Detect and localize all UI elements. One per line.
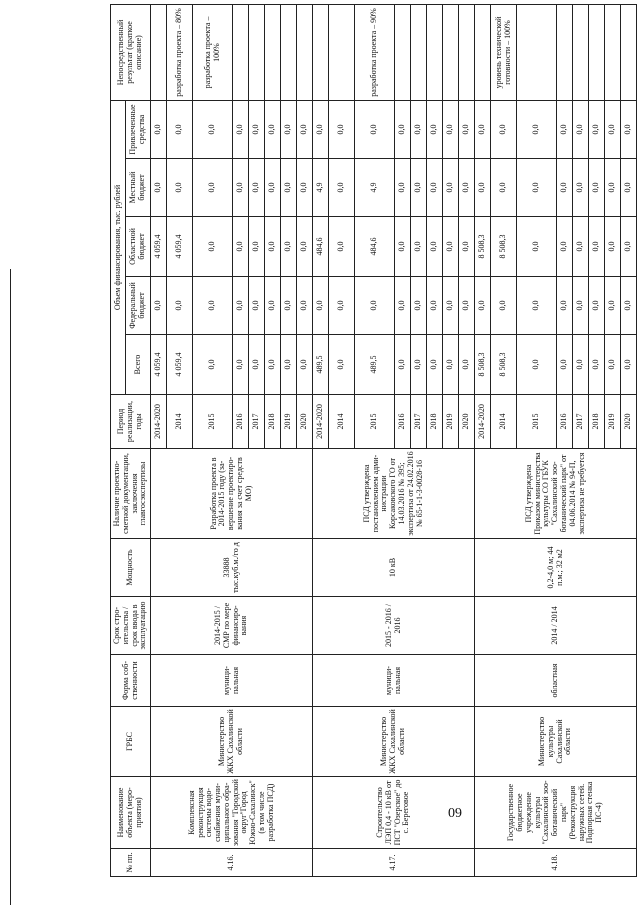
private-cell: 0,0 (621, 100, 637, 158)
period-cell: 2020 (459, 395, 475, 449)
private-cell: 0,0 (475, 100, 491, 158)
local-cell: 0,0 (281, 159, 297, 217)
period-cell: 2016 (395, 395, 411, 449)
regional-cell: 0,0 (459, 217, 475, 277)
term-cell: 2014 / 2014 (475, 597, 637, 655)
federal-cell: 0,0 (621, 277, 637, 335)
local-cell: 0,0 (411, 159, 427, 217)
row-num: 4.16. (151, 849, 313, 877)
term-cell: 2014-2015 / СМР по мере финансирования (151, 597, 313, 655)
federal-cell: 0,0 (443, 277, 459, 335)
total-cell: 0,0 (281, 335, 297, 395)
result-cell (151, 4, 167, 100)
private-cell: 0,0 (281, 100, 297, 158)
result-cell (427, 4, 443, 100)
header-local: Местный бюджет (126, 159, 151, 217)
private-cell: 0,0 (167, 100, 193, 158)
header-grbs: ГРБС (111, 707, 151, 777)
local-cell: 0,0 (557, 159, 573, 217)
private-cell: 0,0 (233, 100, 249, 158)
result-cell (249, 4, 265, 100)
result-cell (573, 4, 589, 100)
period-cell: 2020 (621, 395, 637, 449)
federal-cell: 0,0 (605, 277, 621, 335)
local-cell: 0,0 (329, 159, 355, 217)
regional-cell: 4 059,4 (167, 217, 193, 277)
top-rule (10, 269, 11, 905)
result-cell: разработка проекта – 100% (193, 4, 233, 100)
total-cell: 4 059,4 (167, 335, 193, 395)
result-cell (517, 4, 557, 100)
local-cell: 0,0 (621, 159, 637, 217)
regional-cell: 0,0 (281, 217, 297, 277)
header-ownership: Форма собственности (111, 655, 151, 707)
period-cell: 2020 (297, 395, 313, 449)
header-private: Привлеченные средства (126, 100, 151, 158)
period-cell: 2014-2020 (313, 395, 329, 449)
result-cell (233, 4, 249, 100)
period-cell: 2018 (427, 395, 443, 449)
total-cell: 0,0 (297, 335, 313, 395)
regional-cell: 0,0 (605, 217, 621, 277)
period-cell: 2014 (491, 395, 517, 449)
local-cell: 0,0 (151, 159, 167, 217)
result-cell (475, 4, 491, 100)
result-cell: разработка проекта – 80% (167, 4, 193, 100)
header-period: Период реализации, годы (111, 395, 151, 449)
ownership-cell: областная (475, 655, 637, 707)
federal-cell: 0,0 (193, 277, 233, 335)
regional-cell: 0,0 (589, 217, 605, 277)
object-name: Строительство ЛЭП 0,4 - 10 кВ от ПСТ "Озерское" до с. Береговое (313, 777, 475, 849)
private-cell: 0,0 (427, 100, 443, 158)
result-cell: уровень технической готовности – 100% (491, 4, 517, 100)
financing-table (110, 4, 637, 877)
period-cell: 2015 (193, 395, 233, 449)
result-cell (297, 4, 313, 100)
period-cell: 2017 (249, 395, 265, 449)
federal-cell: 0,0 (557, 277, 573, 335)
private-cell: 0,0 (517, 100, 557, 158)
local-cell: 4,9 (313, 159, 329, 217)
total-cell: 0,0 (193, 335, 233, 395)
local-cell: 0,0 (427, 159, 443, 217)
result-cell (281, 4, 297, 100)
local-cell: 0,0 (249, 159, 265, 217)
header-federal: Федеральный бюджет (126, 277, 151, 335)
total-cell: 0,0 (557, 335, 573, 395)
federal-cell: 0,0 (297, 277, 313, 335)
total-cell: 0,0 (605, 335, 621, 395)
header-documentation: Наличие проектно-сметной документации, заключения главгосэкспертизы (111, 449, 151, 539)
federal-cell: 0,0 (573, 277, 589, 335)
regional-cell: 0,0 (233, 217, 249, 277)
regional-cell: 8 508,3 (475, 217, 491, 277)
total-cell: 0,0 (517, 335, 557, 395)
row-num: 4.18. (475, 849, 637, 877)
result-cell (443, 4, 459, 100)
federal-cell: 0,0 (475, 277, 491, 335)
private-cell: 0,0 (411, 100, 427, 158)
table-row (151, 4, 167, 876)
total-cell: 0,0 (249, 335, 265, 395)
ownership-cell: муниципальная (151, 655, 313, 707)
regional-cell: 0,0 (557, 217, 573, 277)
local-cell: 0,0 (605, 159, 621, 217)
local-cell: 4,9 (355, 159, 395, 217)
result-cell (459, 4, 475, 100)
federal-cell: 0,0 (281, 277, 297, 335)
result-cell (621, 4, 637, 100)
private-cell: 0,0 (249, 100, 265, 158)
period-cell: 2015 (517, 395, 557, 449)
period-cell: 2014 (329, 395, 355, 449)
total-cell: 489,5 (355, 335, 395, 395)
local-cell: 0,0 (193, 159, 233, 217)
federal-cell: 0,0 (249, 277, 265, 335)
private-cell: 0,0 (573, 100, 589, 158)
local-cell: 0,0 (589, 159, 605, 217)
period-cell: 2019 (281, 395, 297, 449)
period-cell: 2018 (589, 395, 605, 449)
period-cell: 2015 (355, 395, 395, 449)
total-cell: 0,0 (265, 335, 281, 395)
local-cell: 0,0 (297, 159, 313, 217)
regional-cell: 0,0 (573, 217, 589, 277)
private-cell: 0,0 (297, 100, 313, 158)
total-cell: 8 508,3 (475, 335, 491, 395)
term-cell: 2015 - 2016 / 2016 (313, 597, 475, 655)
result-cell (411, 4, 427, 100)
period-cell: 2017 (573, 395, 589, 449)
regional-cell: 0,0 (297, 217, 313, 277)
local-cell: 0,0 (573, 159, 589, 217)
regional-cell: 4 059,4 (151, 217, 167, 277)
regional-cell: 0,0 (329, 217, 355, 277)
regional-cell: 0,0 (621, 217, 637, 277)
local-cell: 0,0 (443, 159, 459, 217)
result-cell (605, 4, 621, 100)
period-cell: 2014-2020 (151, 395, 167, 449)
federal-cell: 0,0 (167, 277, 193, 335)
private-cell: 0,0 (313, 100, 329, 158)
federal-cell: 0,0 (459, 277, 475, 335)
regional-cell: 0,0 (443, 217, 459, 277)
private-cell: 0,0 (355, 100, 395, 158)
result-cell (395, 4, 411, 100)
ownership-cell: муниципальная (313, 655, 475, 707)
regional-cell: 0,0 (193, 217, 233, 277)
private-cell: 0,0 (443, 100, 459, 158)
private-cell: 0,0 (151, 100, 167, 158)
total-cell: 0,0 (395, 335, 411, 395)
regional-cell: 484,6 (355, 217, 395, 277)
grbs-cell: Министерство ЖКХ Сахалинской области (313, 707, 475, 777)
private-cell: 0,0 (395, 100, 411, 158)
private-cell: 0,0 (589, 100, 605, 158)
table-row (313, 4, 329, 876)
result-cell (329, 4, 355, 100)
local-cell: 0,0 (475, 159, 491, 217)
period-cell: 2016 (233, 395, 249, 449)
period-cell: 2019 (605, 395, 621, 449)
federal-cell: 0,0 (395, 277, 411, 335)
federal-cell: 0,0 (151, 277, 167, 335)
federal-cell: 0,0 (491, 277, 517, 335)
header-capacity: Мощность (111, 539, 151, 597)
federal-cell: 0,0 (427, 277, 443, 335)
total-cell: 0,0 (427, 335, 443, 395)
federal-cell: 0,0 (329, 277, 355, 335)
total-cell: 0,0 (233, 335, 249, 395)
documentation-cell: ПСД утверждена постановлением администрации Корсаковского ГО от 14.03.2016 № 395; экспертиза от 24.02.2016 № 65-1-1-3-0028-16 (313, 449, 475, 539)
header-num: № пп. (111, 849, 151, 877)
documentation-cell: Разработка проекта в 2014-2015 году (завершение проектирования за счет средств МО) (151, 449, 313, 539)
object-name: Государственное бюджетное учреждение культуры "Сахалинский зооботанический парк" (Реконструкция наружных сетей. Подпорная стенка ПС-4) (475, 777, 637, 849)
total-cell: 489,5 (313, 335, 329, 395)
header-funding-title: Объем финансирования, тыс. рублей (111, 100, 126, 394)
federal-cell: 0,0 (265, 277, 281, 335)
header-result: Непосредственный результат (краткое описание) (111, 4, 151, 100)
local-cell: 0,0 (395, 159, 411, 217)
federal-cell: 0,0 (589, 277, 605, 335)
regional-cell: 0,0 (395, 217, 411, 277)
header-regional: Областной бюджет (126, 217, 151, 277)
regional-cell: 0,0 (517, 217, 557, 277)
federal-cell: 0,0 (355, 277, 395, 335)
header-row-top (111, 4, 126, 876)
total-cell: 0,0 (621, 335, 637, 395)
result-cell (313, 4, 329, 100)
result-cell (557, 4, 573, 100)
private-cell: 0,0 (491, 100, 517, 158)
private-cell: 0,0 (605, 100, 621, 158)
header-term: Срок строительства / срок ввода в эксплуатацию (111, 597, 151, 655)
private-cell: 0,0 (557, 100, 573, 158)
regional-cell: 484,6 (313, 217, 329, 277)
total-cell: 4 059,4 (151, 335, 167, 395)
page-number: 60 (448, 804, 462, 819)
regional-cell: 0,0 (427, 217, 443, 277)
regional-cell: 0,0 (411, 217, 427, 277)
total-cell: 0,0 (329, 335, 355, 395)
table-row (475, 4, 491, 876)
private-cell: 0,0 (265, 100, 281, 158)
period-cell: 2014 (167, 395, 193, 449)
result-cell (265, 4, 281, 100)
local-cell: 0,0 (517, 159, 557, 217)
grbs-cell: Министерство ЖКХ Сахалинской области (151, 707, 313, 777)
period-cell: 2017 (411, 395, 427, 449)
total-cell: 0,0 (589, 335, 605, 395)
local-cell: 0,0 (491, 159, 517, 217)
grbs-cell: Министерство культуры Сахалинской области (475, 707, 637, 777)
total-cell: 0,0 (411, 335, 427, 395)
period-cell: 2014-2020 (475, 395, 491, 449)
period-cell: 2019 (443, 395, 459, 449)
regional-cell: 0,0 (265, 217, 281, 277)
local-cell: 0,0 (265, 159, 281, 217)
total-cell: 0,0 (573, 335, 589, 395)
local-cell: 0,0 (167, 159, 193, 217)
capacity-cell: 0,2-4,0 м; 44 п.м.; 32 м2 (475, 539, 637, 597)
federal-cell: 0,0 (313, 277, 329, 335)
total-cell: 8 508,3 (491, 335, 517, 395)
local-cell: 0,0 (459, 159, 475, 217)
object-name: Комплексная реконструкция системы водоснабжения муниципального образования "Городской округ"Город Южно-Сахалинск"(в том числе разработка ПСД) (151, 777, 313, 849)
regional-cell: 0,0 (249, 217, 265, 277)
local-cell: 0,0 (233, 159, 249, 217)
private-cell: 0,0 (459, 100, 475, 158)
capacity-cell: 10 кВ (313, 539, 475, 597)
federal-cell: 0,0 (233, 277, 249, 335)
total-cell: 0,0 (443, 335, 459, 395)
federal-cell: 0,0 (411, 277, 427, 335)
result-cell (589, 4, 605, 100)
row-num: 4.17. (313, 849, 475, 877)
header-name: Наименование объекта (мероприятия) (111, 777, 151, 849)
capacity-cell: 33888 тыс.куб.м./го д (151, 539, 313, 597)
federal-cell: 0,0 (517, 277, 557, 335)
total-cell: 0,0 (459, 335, 475, 395)
period-cell: 2016 (557, 395, 573, 449)
result-cell: разработка проекта – 90% (355, 4, 395, 100)
regional-cell: 8 508,3 (491, 217, 517, 277)
private-cell: 0,0 (329, 100, 355, 158)
period-cell: 2018 (265, 395, 281, 449)
private-cell: 0,0 (193, 100, 233, 158)
header-total: Всего (126, 335, 151, 395)
documentation-cell: ПСД утверждена Приказом министерства культуры СО ГБУК "Сахалинский зооботанический парк" от 04.06.2014 № 94-П, экспертиза не требуется (475, 449, 637, 539)
